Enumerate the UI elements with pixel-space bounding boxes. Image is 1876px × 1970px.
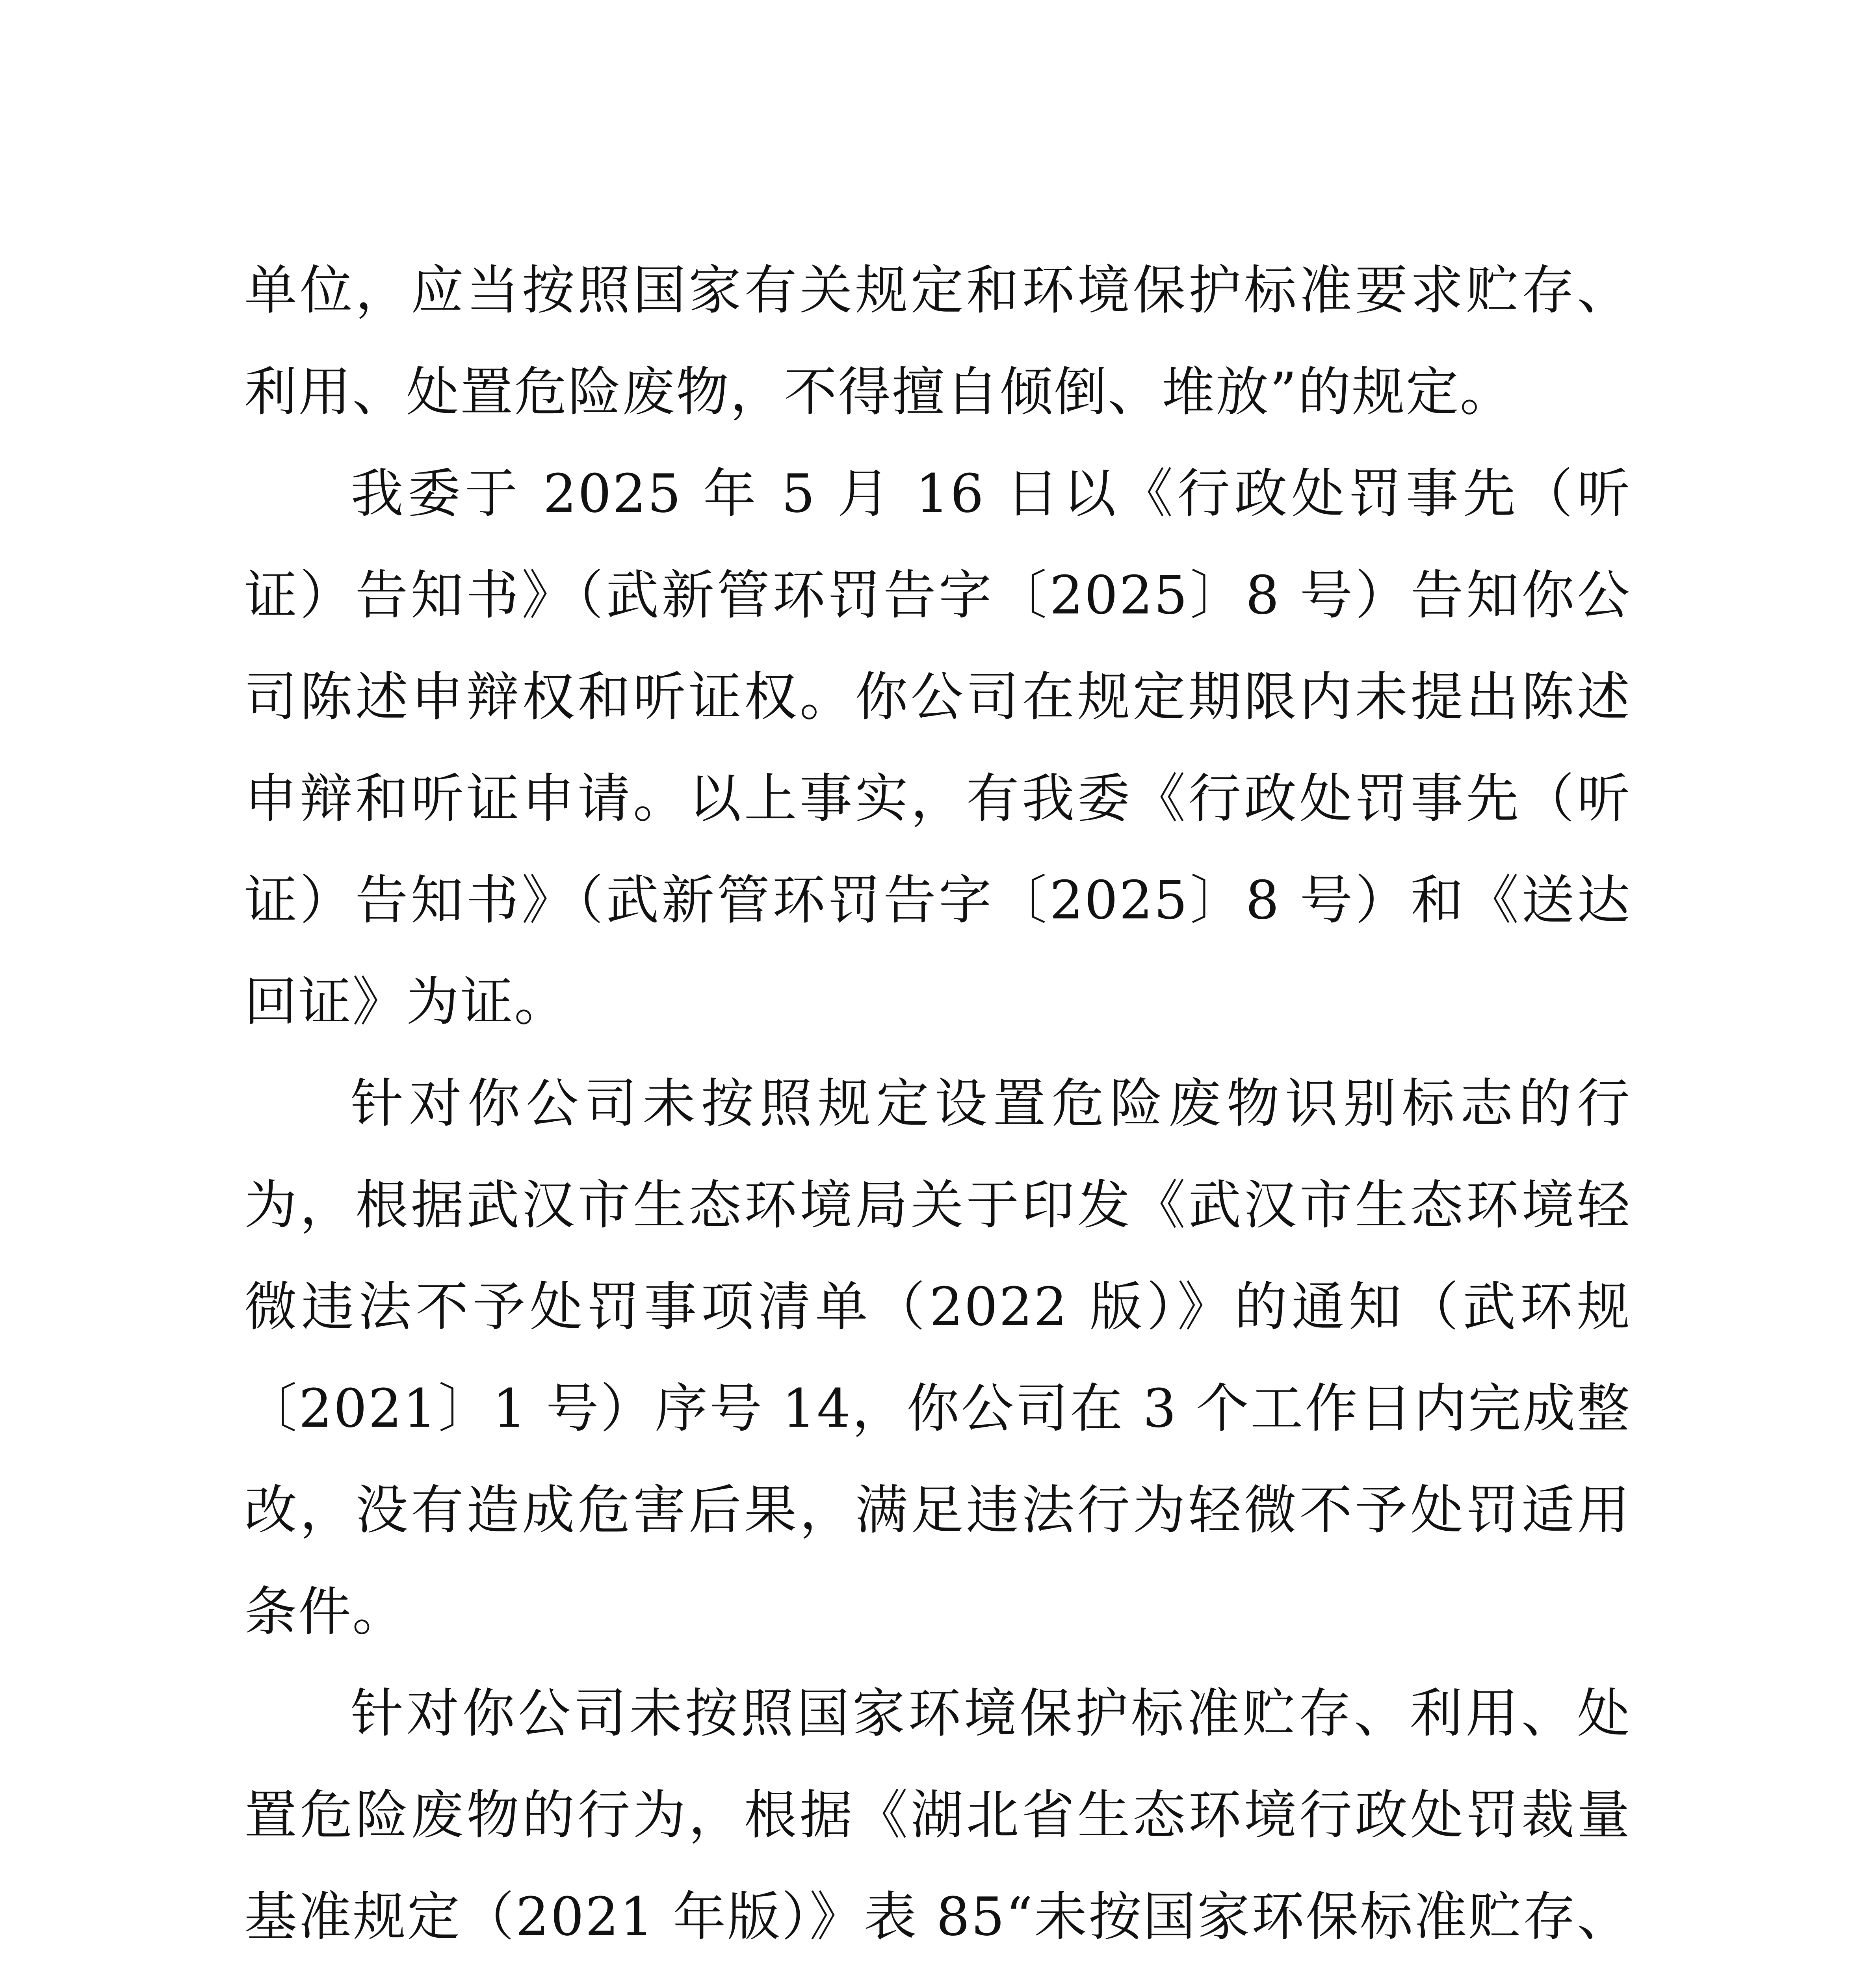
paragraph-notice: 我委于 2025 年 5 月 16 日以《行政处罚事先（听证）告知书》（武新管环罚告字〔2025〕8 号）告知你公司陈述申辩权和听证权。你公司在规定期限内未提出陈述申辩和听证申请。以上事实，有我委《行政处罚事先（听证）告知书》（武新管环罚告字〔2025〕8 号）和《送达回证》为证。 <box>244 463 1631 1033</box>
paragraph-continuation: 单位，应当按照国家有关规定和环境保护标准要求贮存、利用、处置危险废物，不得擅自倾倒、堆放”的规定。 <box>244 260 1631 423</box>
paragraph-storage-violation: 针对你公司未按照国家环境保护标准贮存、利用、处置危险废物的行为，根据《湖北省生态环境行政处罚裁量基准规定（2021 年版）》表 85“未按国家环保标准贮存、 <box>244 1683 1631 1948</box>
document-body <box>244 240 1631 1970</box>
paragraph-identification-mark: 针对你公司未按照规定设置危险废物识别标志的行为，根据武汉市生态环境局关于印发《武汉市生态环境轻微违法不予处罚事项清单（2022 版）》的通知（武环规〔2021〕1 号）序号 14，你公司在 3 个工作日内完成整改，没有造成危害后果，满足违法行为轻微不予处罚适用条件。 <box>244 1073 1631 1643</box>
